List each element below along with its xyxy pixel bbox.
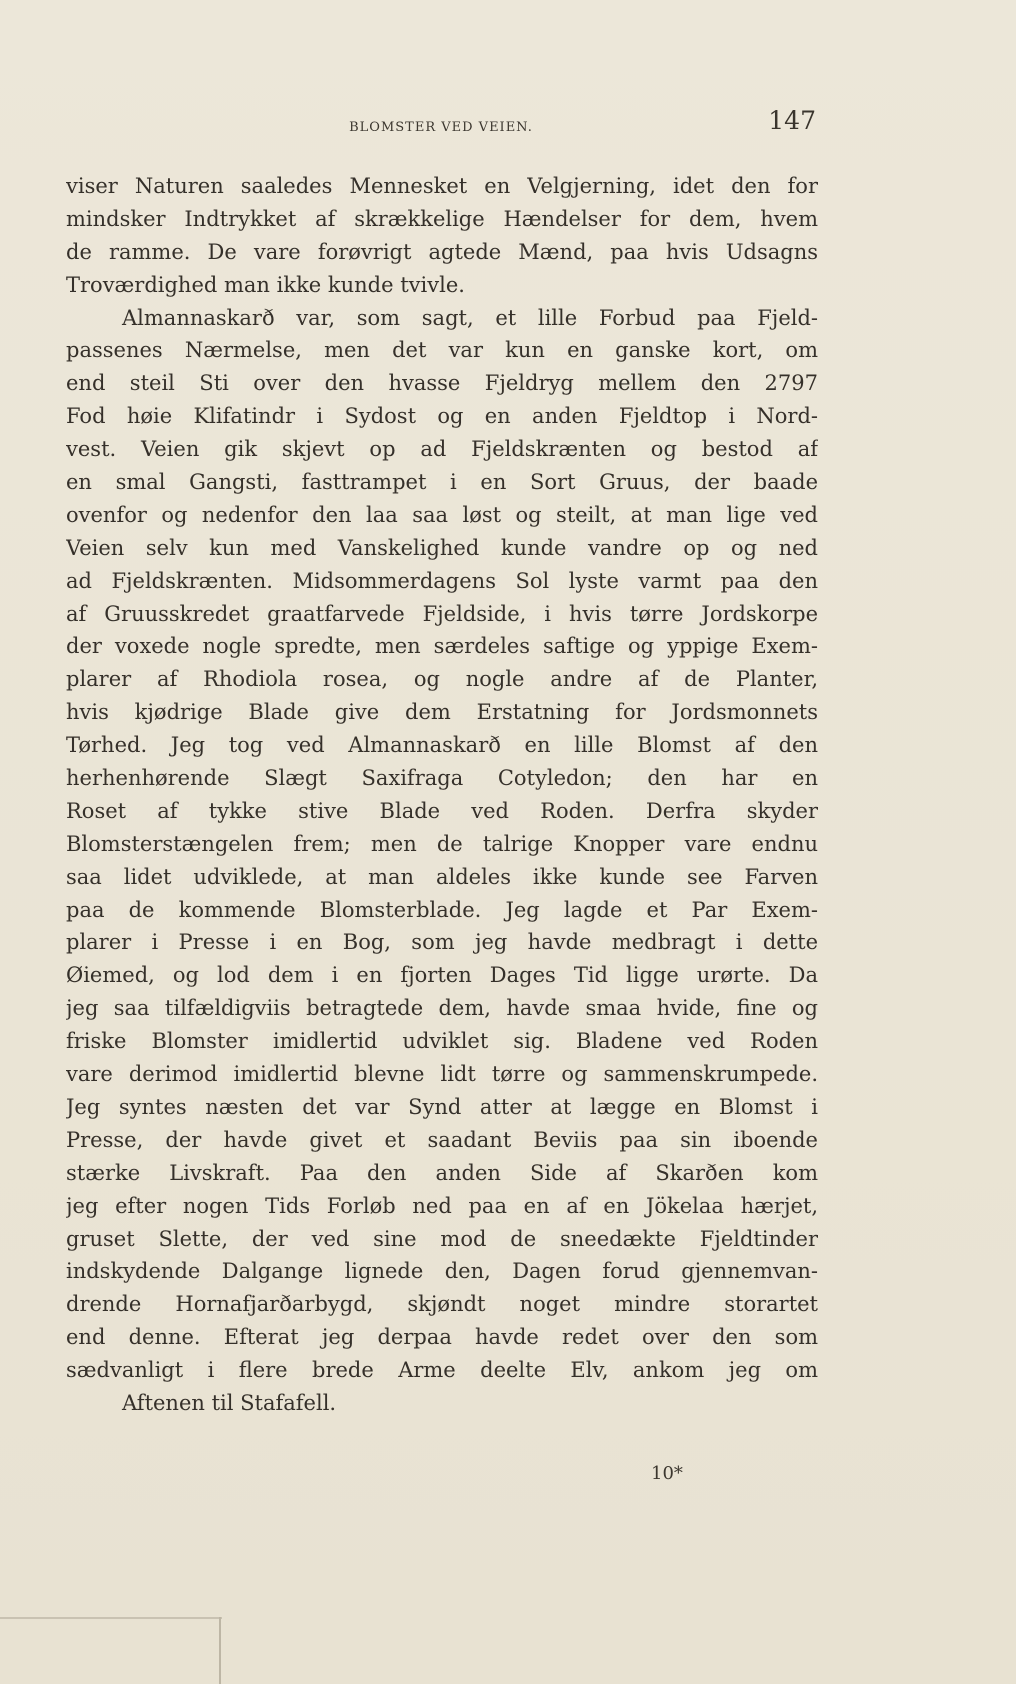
- text-line: indskydende Dalgange lignede den, Dagen forud gjennemvan-: [66, 1259, 818, 1284]
- text-line: sædvanligt i flere brede Arme deelte Elv, ankom jeg om: [66, 1358, 818, 1383]
- text-line: af Gruusskredet graatfarvede Fjeldside, i hvis tørre Jordskorpe: [66, 601, 818, 626]
- text-line: viser Naturen saaledes Mennesket en Velgjerning, idet den for: [66, 174, 818, 198]
- signature-mark: 10*: [651, 1463, 683, 1484]
- text-line: Fod høie Klifatindr i Sydost og en anden Fjeldtop i Nord-: [66, 404, 818, 429]
- scan-edge-line: [0, 1617, 222, 1619]
- text-line: gruset Slette, der ved sine mod de sneedækte Fjeldtinder: [66, 1226, 818, 1251]
- text-line: end steil Sti over den hvasse Fjeldryg mellem den 2797: [66, 371, 818, 396]
- text-line: mindsker Indtrykket af skrækkelige Hændelser for dem, hvem: [66, 206, 818, 231]
- text-line: hvis kjødrige Blade give dem Erstatning for Jordsmonnets: [66, 700, 818, 725]
- body-text: [66, 170, 818, 1420]
- text-line: Jeg syntes næsten det var Synd atter at lægge en Blomst i: [66, 1094, 818, 1119]
- page-header: [66, 106, 816, 146]
- text-line: en smal Gangsti, fasttrampet i en Sort Gruus, der baade: [66, 470, 818, 495]
- text-line: jeg efter nogen Tids Forløb ned paa en af en Jökelaa hærjet,: [66, 1193, 818, 1218]
- text-line: Veien selv kun med Vanskelighed kunde vandre op og ned: [66, 535, 818, 560]
- text-line: passenes Nærmelse, men det var kun en ganske kort, om: [66, 338, 818, 363]
- text-line: end denne. Efterat jeg derpaa havde redet over den som: [66, 1325, 818, 1350]
- scan-edge-vertical: [219, 1617, 221, 1684]
- text-line: paa de kommende Blomsterblade. Jeg lagde et Par Exem-: [66, 897, 818, 922]
- text-line: Øiemed, og lod dem i en fjorten Dages Tid ligge urørte. Da: [66, 963, 818, 988]
- text-line: jeg saa tilfældigviis betragtede dem, havde smaa hvide, fine og: [66, 996, 818, 1021]
- text-line: Almannaskarð var, som sagt, et lille Forbud paa Fjeld-: [122, 305, 818, 330]
- text-line: Presse, der havde givet et saadant Beviis paa sin iboende: [66, 1127, 818, 1152]
- text-line: saa lidet udviklede, at man aldeles ikke kunde see Farven: [66, 864, 818, 889]
- page-number: 147: [768, 106, 816, 135]
- text-line: der voxede nogle spredte, men særdeles saftige og yppige Exem-: [66, 634, 818, 659]
- text-line: herhenhørende Slægt Saxifraga Cotyledon; den har en: [66, 766, 818, 791]
- text-line: friske Blomster imidlertid udviklet sig. Bladene ved Roden: [66, 1029, 818, 1054]
- text-line: vest. Veien gik skjevt op ad Fjeldskrænten og bestod af: [66, 437, 818, 462]
- text-line: drende Hornafjarðarbygd, skjøndt noget mindre storartet: [66, 1292, 818, 1317]
- text-line: Aftenen til Stafafell.: [122, 1390, 337, 1415]
- text-line: Roset af tykke stive Blade ved Roden. Derfra skyder: [66, 798, 818, 823]
- text-line: Tørhed. Jeg tog ved Almannaskarð en lille Blomst af den: [66, 733, 818, 758]
- text-line: Troværdighed man ikke kunde tvivle.: [66, 272, 465, 297]
- text-line: plarer i Presse i en Bog, som jeg havde medbragt i dette: [66, 930, 818, 955]
- running-head: BLOMSTER VED VEIEN.: [349, 120, 533, 135]
- text-line: Blomsterstængelen frem; men de talrige Knopper vare endnu: [66, 831, 818, 856]
- text-line: stærke Livskraft. Paa den anden Side af Skarðen kom: [66, 1160, 818, 1185]
- text-line: ovenfor og nedenfor den laa saa løst og steilt, at man lige ved: [66, 502, 818, 527]
- text-line: vare derimod imidlertid blevne lidt tørre og sammenskrumpede.: [66, 1062, 818, 1087]
- text-line: ad Fjeldskrænten. Midsommerdagens Sol lyste varmt paa den: [66, 568, 818, 593]
- text-line: de ramme. De vare forøvrigt agtede Mænd, paa hvis Udsagns: [66, 239, 818, 264]
- text-line: plarer af Rhodiola rosea, og nogle andre af de Planter,: [66, 667, 818, 692]
